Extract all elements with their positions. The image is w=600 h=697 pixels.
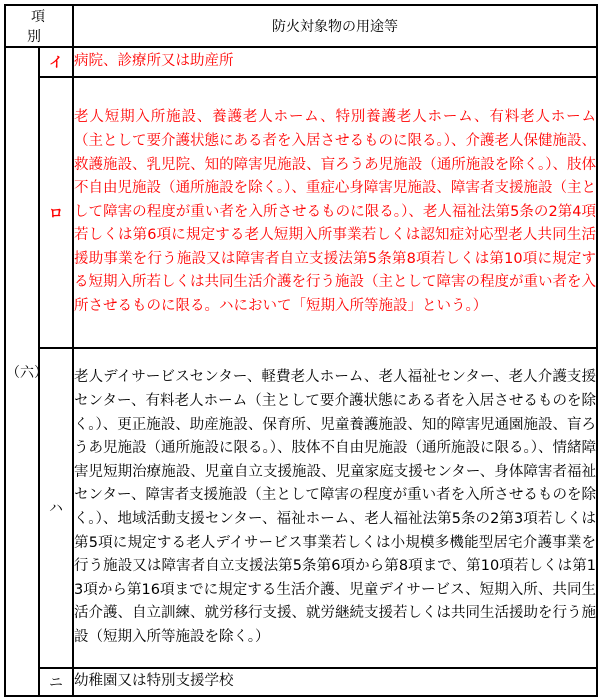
sub-item-label: ロ [39, 77, 73, 348]
usage-text: 老人短期入所施設、養護老人ホーム、特別養護老人ホーム、有料老人ホーム（主として要介護状態にある者を入居させるものに限る。）、介護老人保健施設、救護施設、乳児院、知的障害児施設、盲ろうあ児施設（通所施設を除く。）、肢体不自由児施設（通所施設を除く。）、重症心身障害児施設、障害者支援施設（主として障害の程度が重い者を入所させるものに限る。）、老人福祉法第5条の2第4項若しくは第6項に規定する老人短期入所事業若しくは認知症対応型老人共同生活援助事業を行う施設又は障害者自立支援法第5条第8項若しくは第10項に規定する短期入所若しくは共同生活介護を行う施設（主として障害の程度が重い者を入所させるものに限る。ハにおいて「短期入所等施設」という。） [73, 77, 597, 348]
usage-header: 防火対象物の用途等 [73, 5, 597, 47]
table-row-ha [5, 348, 597, 668]
usage-text: 幼稚園又は特別支援学校 [73, 668, 597, 696]
item-header [5, 5, 73, 47]
item-header-label: 項 別 [27, 9, 55, 45]
sub-item-label: ハ [39, 348, 73, 668]
table-row-i [5, 47, 597, 77]
group-label-6: （六） [5, 47, 39, 696]
sub-item-label: イ [39, 47, 73, 77]
table-header-row [5, 5, 597, 47]
sub-item-label: ニ [39, 668, 73, 696]
usage-text: 病院、診療所又は助産所 [73, 47, 597, 77]
table-row-ni [5, 668, 597, 696]
usage-text: 老人デイサービスセンター、軽費老人ホーム、老人福祉センター、老人介護支援センター、有料老人ホーム（主として要介護状態にある者を入居させるものを除く。）、更正施設、助産施設、保育所、児童養護施設、知的障害児通園施設、盲ろうあ児施設（通所施設に限る。）、肢体不自由児施設（通所施設に限る。）、情緒障害児短期治療施設、児童自立支援施設、児童家庭支援センター、身体障害者福祉センター、障害者支援施設（主として障害の程度が重い者を入所させるものを除く。）、地域活動支援センター、福祉ホーム、老人福祉法第5条の2第3項若しくは第5項に規定する老人デイサービス事業若しくは小規模多機能型居宅介護事業を行う施設又は障害者自立支援法第5条第6項から第8項まで、第10項若しくは第13項から第16項までに規定する生活介護、児童デイサービス、短期入所、共同生活介護、自立訓練、就労移行支援、就労継続支援若しくは共同生活援助を行う施設（短期入所等施設を除く。） [73, 348, 597, 668]
table-row-ro [5, 77, 597, 348]
fire-prevention-usage-table [4, 4, 598, 697]
